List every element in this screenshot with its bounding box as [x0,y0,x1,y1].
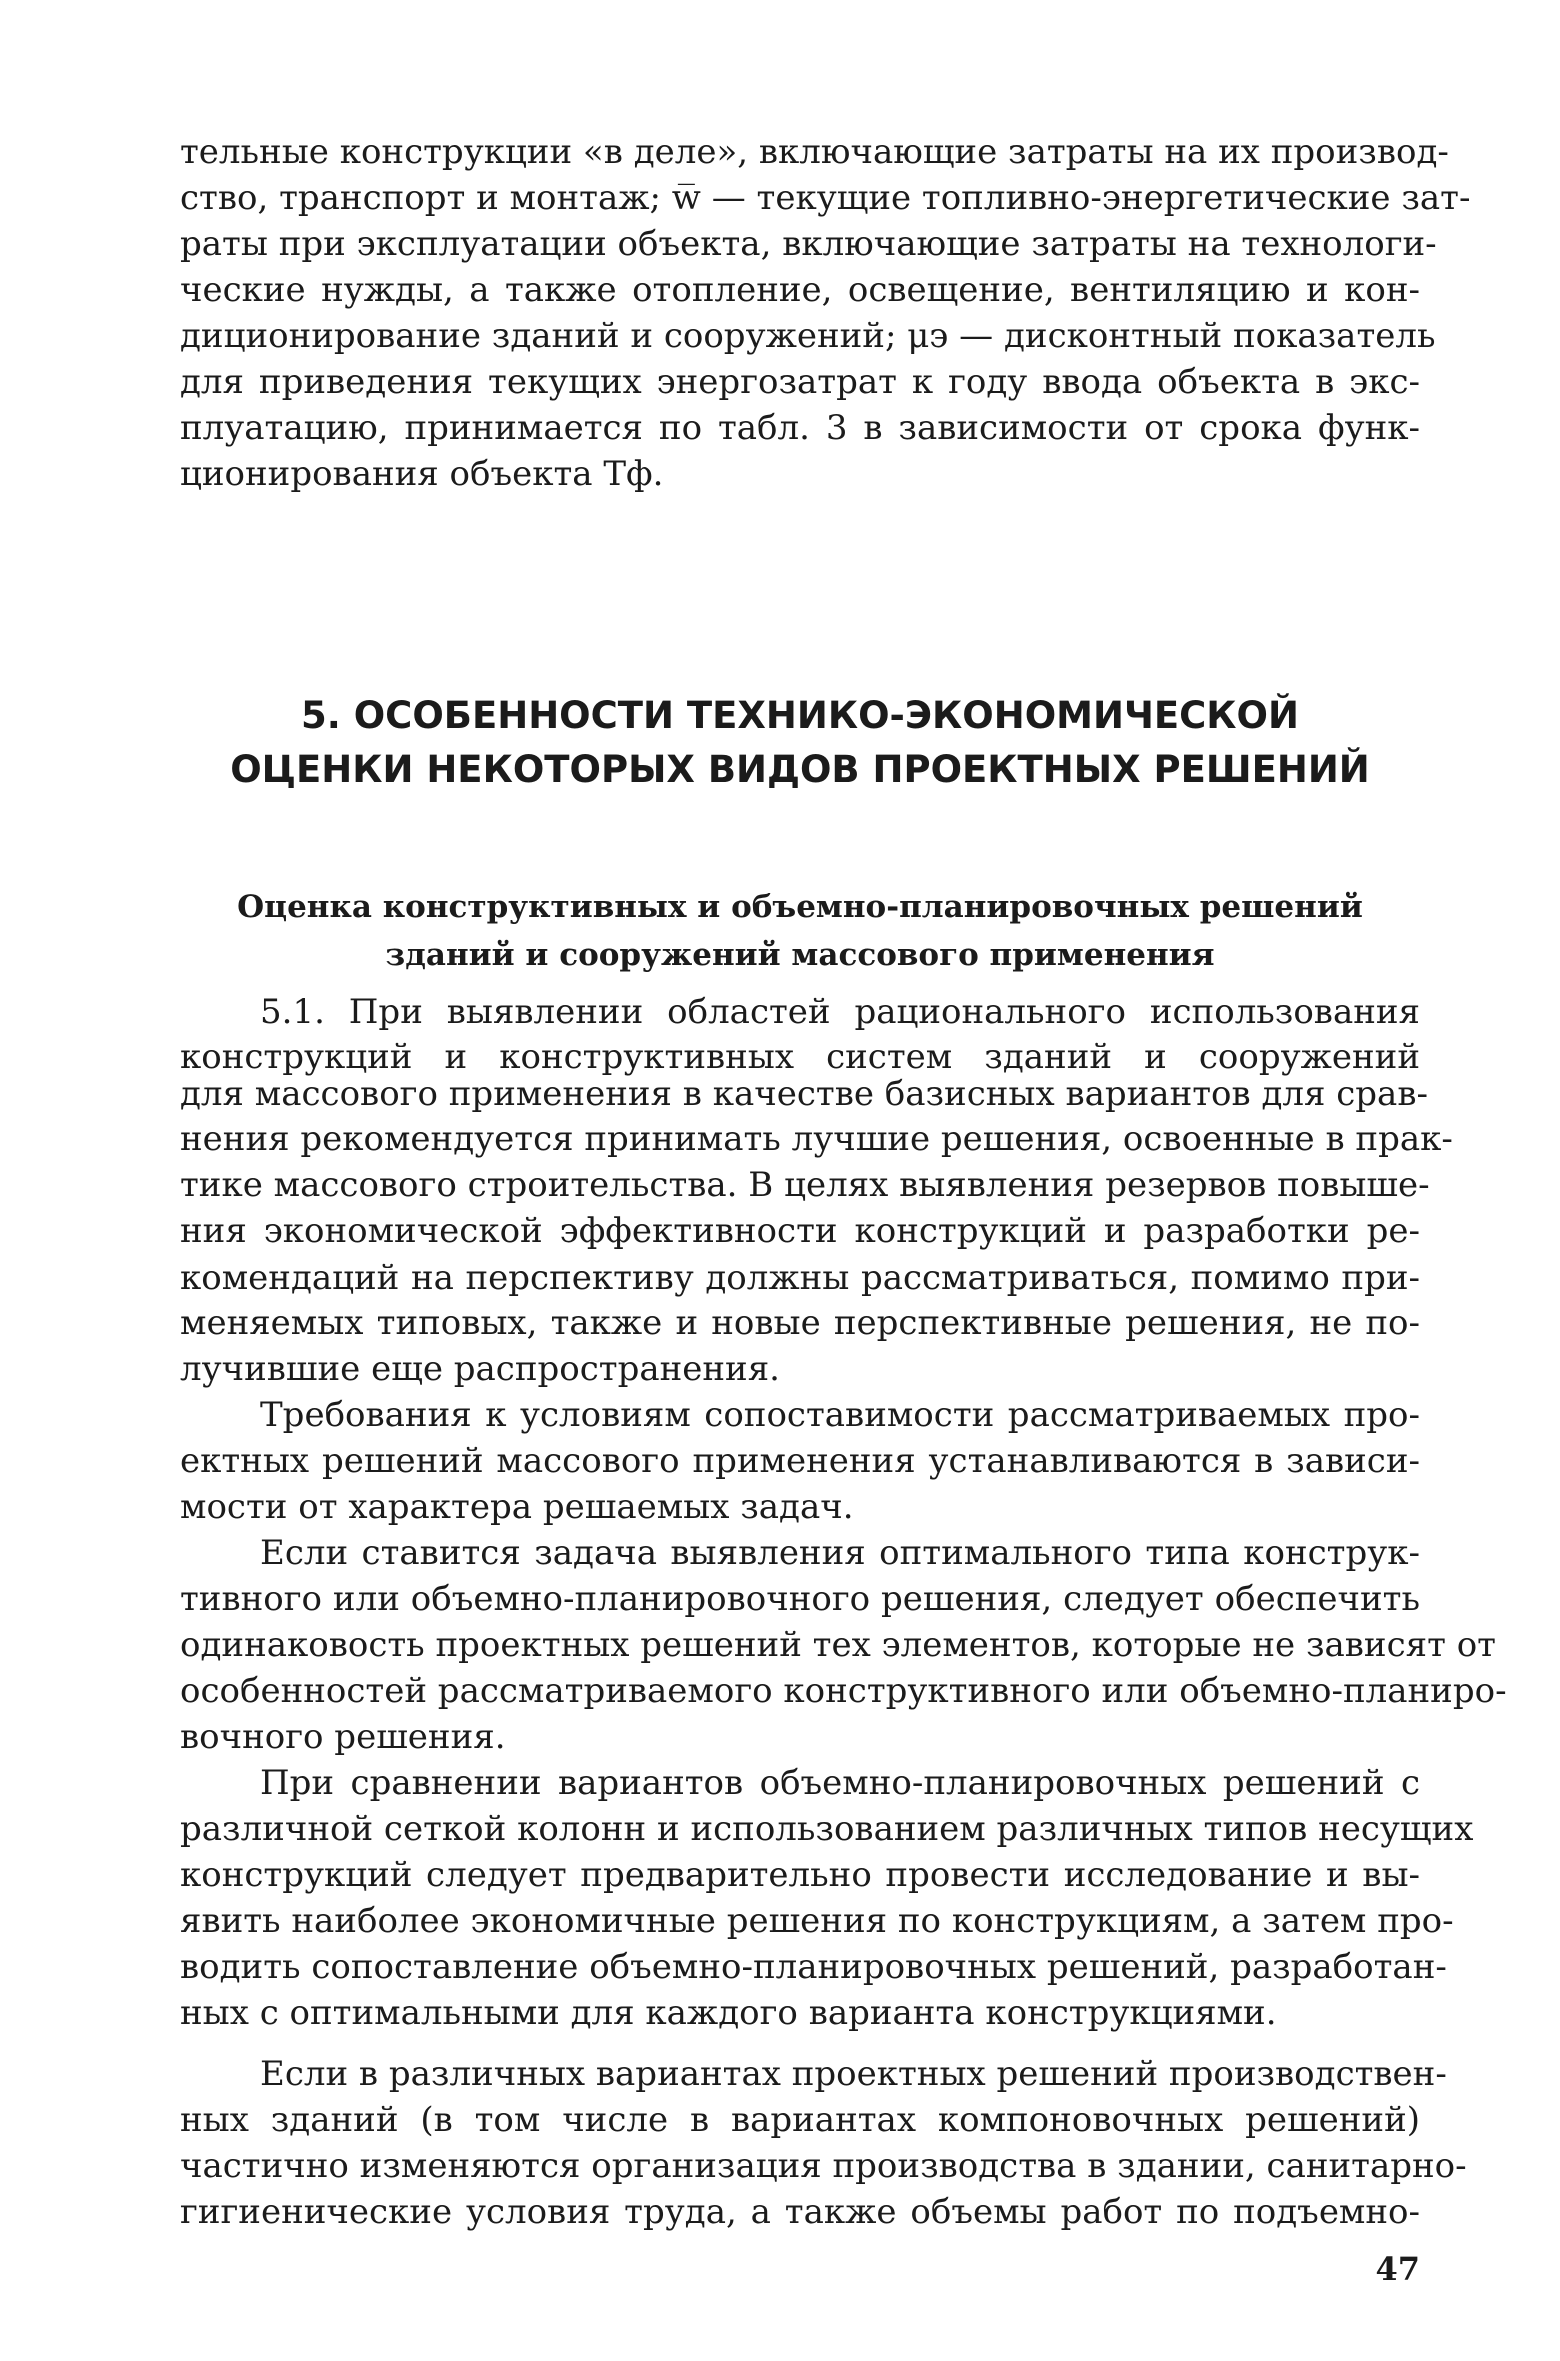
text-line: Требования к условиям сопоставимости рассматриваемых про- [260,1395,1420,1435]
text-line: ных с оптимальными для каждого варианта конструкциями. [180,1993,1277,2033]
text-line: Если ставится задача выявления оптимального типа конструк- [260,1533,1420,1573]
text-line: тивного или объемно-планировочного решения, следует обеспечить [180,1579,1420,1619]
text-line: особенностей рассматриваемого конструктивного или объемно-планиро- [180,1671,1507,1711]
text-line: частично изменяются организация производства в здании, санитарно- [180,2146,1467,2186]
text-line: явить наиболее экономичные решения по конструкциям, а затем про- [180,1901,1454,1941]
text-line: диционирование зданий и сооружений; μэ — дисконтный показатель [180,316,1436,356]
text-line: различной сеткой колонн и использованием различных типов несущих [180,1809,1474,1849]
text-line: раты при эксплуатации объекта, включающие затраты на технологи- [180,224,1437,264]
text-line: меняемых типовых, также и новые перспективные решения, не по- [180,1303,1420,1343]
text-line: водить сопоставление объемно-планировочных решений, разработан- [180,1947,1447,1987]
text-line: ческие нужды, а также отопление, освещение, вентиляцию и кон- [180,270,1420,310]
text-line: тике массового строительства. В целях выявления резервов повыше- [180,1165,1430,1205]
text-line: комендаций на перспективу должны рассматриваться, помимо при- [180,1258,1420,1298]
subsection-title-line-1: Оценка конструктивных и объемно-планировочных решений [237,889,1363,925]
text-line: ство, транспорт и монтаж; w̅ — текущие топливно-энергетические зат- [180,178,1471,218]
text-line: 5.1. При выявлении областей рационального использования [260,992,1420,1032]
text-line: плуатацию, принимается по табл. 3 в зависимости от срока функ- [180,408,1420,448]
text-line: ния экономической эффективности конструкций и разработки ре- [180,1211,1420,1251]
section-title-line-1: 5. ОСОБЕННОСТИ ТЕХНИКО-ЭКОНОМИЧЕСКОЙ [301,694,1299,737]
text-line: ектных решений массового применения устанавливаются в зависи- [180,1441,1420,1481]
text-line: гигиенические условия труда, а также объемы работ по подъемно- [180,2192,1420,2232]
text-line: Если в различных вариантах проектных решений производствен- [260,2054,1447,2094]
text-line: для массового применения в качестве базисных вариантов для срав- [180,1074,1428,1114]
page-number: 47 [1375,2250,1420,2288]
subsection-title-line-2: зданий и сооружений массового применения [385,937,1215,973]
text-line: одинаковость проектных решений тех элементов, которые не зависят от [180,1625,1496,1665]
text-line: ных зданий (в том числе в вариантах компоновочных решений) [180,2100,1420,2140]
text-line: ционирования объекта Tф. [180,454,664,494]
text-line: конструкций и конструктивных систем зданий и сооружений [180,1037,1420,1077]
section-title-line-2: ОЦЕНКИ НЕКОТОРЫХ ВИДОВ ПРОЕКТНЫХ РЕШЕНИЙ [230,748,1370,791]
text-line: тельные конструкции «в деле», включающие затраты на их производ- [180,132,1449,172]
text-line: мости от характера решаемых задач. [180,1487,854,1527]
text-line: для приведения текущих энергозатрат к году ввода объекта в экс- [180,362,1420,402]
text-line: При сравнении вариантов объемно-планировочных решений с [260,1763,1420,1803]
text-line: конструкций следует предварительно провести исследование и вы- [180,1855,1420,1895]
text-line: нения рекомендуется принимать лучшие решения, освоенные в прак- [180,1119,1453,1159]
text-line: вочного решения. [180,1717,506,1757]
text-line: лучившие еще распространения. [180,1349,780,1389]
